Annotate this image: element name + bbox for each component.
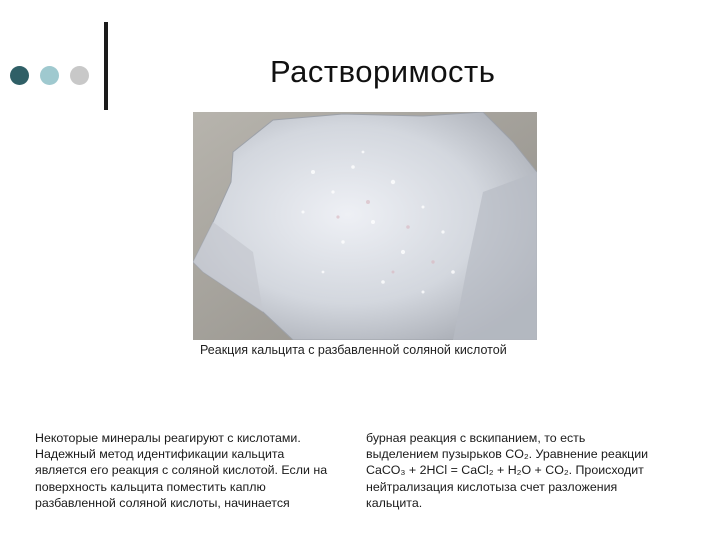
- bullet-dot-grey: [70, 66, 89, 85]
- calcite-photo: [193, 112, 537, 340]
- body-text-left: Некоторые минералы реагируют с кислотами. Надежный метод идентификации кальцита является его реакция с соляной кислотой. Если на поверхность кальцита поместить каплю разбавленной соляной кислоты, начинается: [35, 431, 328, 510]
- body-text-right: бурная реакция с вскипанием, то есть выделением пузырьков CO₂. Уравнение реакции CaCO₃ + 2HCl = CaCl₂ + H₂O + CO₂. Происходит нейтрализация кислотыза счет разложения кальцита.: [366, 431, 649, 510]
- photo-caption: Реакция кальцита с разбавленной соляной кислотой: [200, 343, 507, 357]
- slide-title: Растворимость: [270, 54, 496, 89]
- vertical-divider: [104, 22, 108, 110]
- bullet-dot-light: [40, 66, 59, 85]
- bullet-dot-dark: [10, 66, 29, 85]
- calcite-rock-image: [193, 112, 537, 340]
